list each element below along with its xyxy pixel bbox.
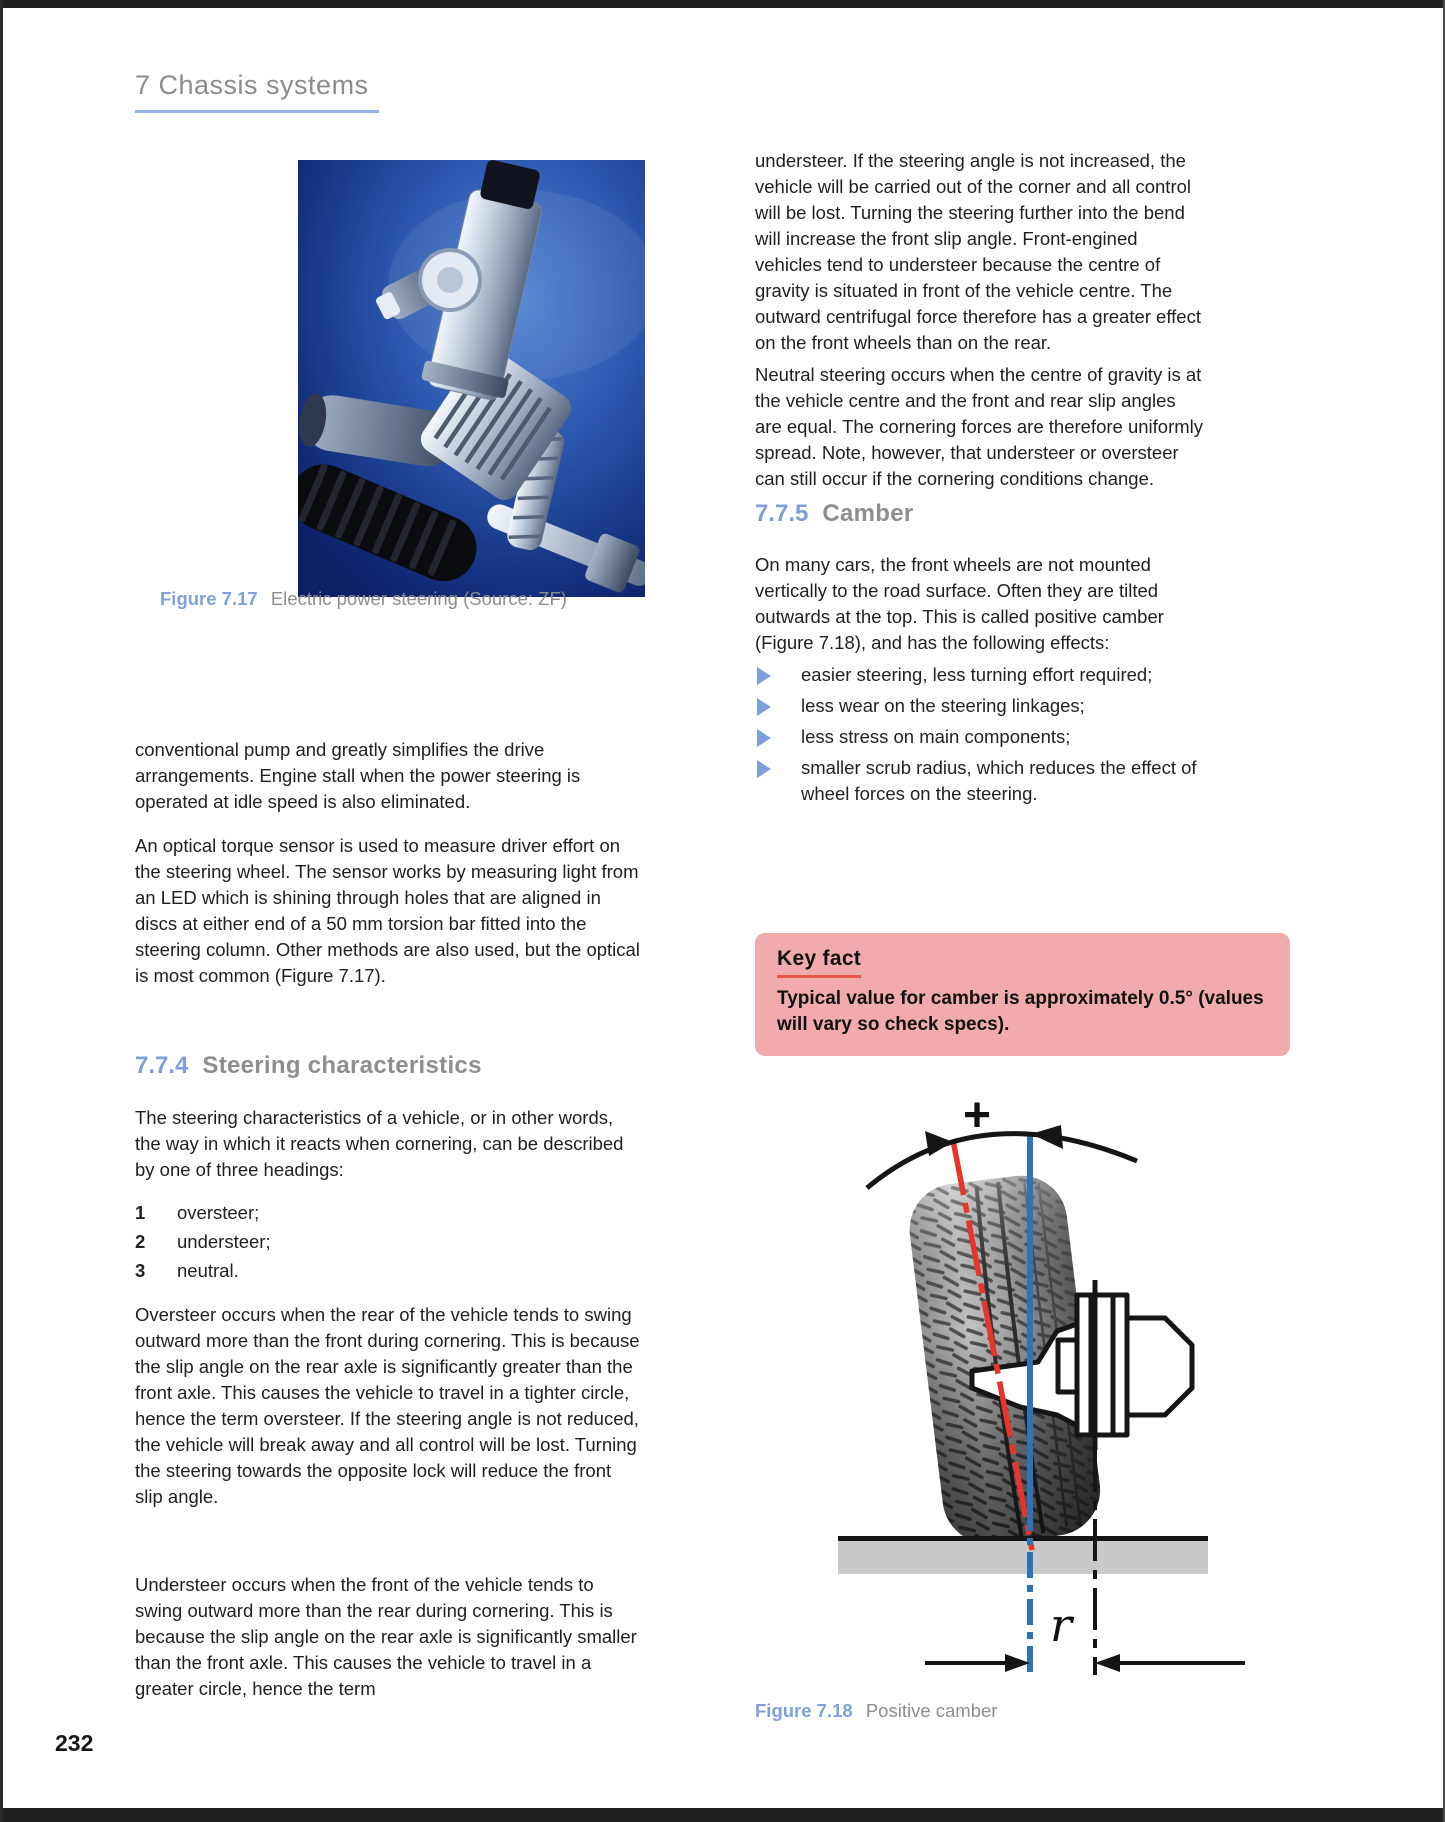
dimension-arrowhead-right xyxy=(1095,1654,1120,1672)
list-item-number: 3 xyxy=(135,1260,146,1281)
paragraph-understeer: Understeer occurs when the front of the vehicle tends to swing outward more than the rear during cornering. This is because the slip angle on the rear axle is significantly smaller than the front axle. This causes the vehicle to travel in a greater circle, hence the term xyxy=(135,1574,637,1699)
scan-edge-bottom xyxy=(0,1808,1445,1822)
positive-camber-plus-label: + xyxy=(962,1089,992,1142)
list-item xyxy=(135,1227,640,1256)
paragraph-neutral-steering: Neutral steering occurs when the centre of gravity is at the vehicle centre and the front and rear slip angles are equal. The cornering forces are therefore uniformly spread. Note, however, that understeer or oversteer can still occur if the cornering conditions change. xyxy=(755,364,1204,489)
camber-effects-list xyxy=(755,662,1205,812)
heading-7-7-4-number: 7.7.4 xyxy=(135,1052,189,1079)
figure-7-17-label: Figure 7.17 xyxy=(160,588,258,609)
figure-7-18-caption-text: Positive camber xyxy=(865,1700,998,1721)
heading-7-7-5-number: 7.7.5 xyxy=(755,500,809,527)
arc-arrowhead-left xyxy=(925,1131,953,1156)
scan-edge-left xyxy=(0,0,3,1822)
bullet-text: easier steering, less turning effort required; xyxy=(801,664,1153,685)
list-item-text: understeer; xyxy=(177,1231,271,1252)
paragraph-pump: conventional pump and greatly simplifies the drive arrangements. Engine stall when the power steering is operated at idle speed is also eliminated. xyxy=(135,739,581,812)
dimension-arrowhead-left xyxy=(1005,1654,1030,1672)
paragraph-understeer-continued: understeer. If the steering angle is not increased, the vehicle will be carried out of the corner and all control will be lost. Turning the steering further into the bend will increase the front slip angle. Front-engined vehicles tend to understeer because the centre of gravity is situated in front of the vehicle centre. The outward centrifugal force therefore has a greater effect on the front wheels than on the rear. xyxy=(755,150,1201,353)
paragraph-optical-sensor: An optical torque sensor is used to measure driver effort on the steering wheel. The sensor works by measuring light from an LED which is shining through holes that are aligned in discs at either end of a 50 mm torsion bar fitted into the steering column. Other methods are also used, but the optical is most common (Figure 7.17). xyxy=(135,835,640,986)
positive-camber-diagram xyxy=(720,1085,1290,1690)
heading-7-7-4 xyxy=(135,1052,482,1080)
bullet-triangle-icon xyxy=(757,729,785,747)
figure-7-18-caption xyxy=(755,1700,1255,1722)
figure-7-17-photo xyxy=(298,160,645,597)
bullet-text: less wear on the steering linkages; xyxy=(801,695,1085,716)
bullet-triangle-icon xyxy=(757,667,785,685)
paragraph-steering-characteristics: The steering characteristics of a vehicle, or in other words, the way in which it reacts when cornering, can be described by one of three headings: xyxy=(135,1107,624,1180)
bullet-text: smaller scrub radius, which reduces the effect of wheel forces on the steering. xyxy=(801,757,1197,804)
bullet-triangle-icon xyxy=(757,760,785,778)
paragraph-camber: On many cars, the front wheels are not mounted vertically to the road surface. Often they are tilted outwards at the top. This is called positive camber (Figure 7.18), and has the following effects: xyxy=(755,554,1164,653)
chapter-header: 7 Chassis systems xyxy=(135,70,379,113)
figure-7-17-caption-text: Electric power steering (Source: ZF) xyxy=(270,588,567,609)
key-fact-text: Typical value for camber is approximately 0.5° (values will vary so check specs). xyxy=(777,988,1264,1035)
electric-power-steering-photo xyxy=(298,160,645,597)
heading-7-7-4-title: Steering characteristics xyxy=(202,1052,482,1079)
bullet-text: less stress on main components; xyxy=(801,726,1071,747)
scan-edge-top xyxy=(0,0,1445,8)
bullet-item xyxy=(755,724,1205,750)
figure-7-18-label: Figure 7.18 xyxy=(755,1700,853,1721)
list-item xyxy=(135,1198,640,1227)
list-item-number: 2 xyxy=(135,1231,146,1252)
bullet-item xyxy=(755,693,1205,719)
key-fact-title: Key fact xyxy=(777,947,861,978)
bullet-item xyxy=(755,662,1205,688)
scrub-radius-dimension xyxy=(925,1598,1245,1672)
list-item xyxy=(135,1256,640,1285)
heading-7-7-5-title: Camber xyxy=(822,500,914,527)
figure-7-18-diagram xyxy=(720,1085,1290,1690)
list-item-text: oversteer; xyxy=(177,1202,260,1223)
list-item-number: 1 xyxy=(135,1202,146,1223)
bullet-item xyxy=(755,755,1205,807)
heading-7-7-5 xyxy=(755,500,914,528)
page-number: 232 xyxy=(55,1730,94,1756)
figure-7-17-caption xyxy=(160,588,660,610)
list-item-text: neutral. xyxy=(177,1260,239,1281)
paragraph-oversteer: Oversteer occurs when the rear of the vehicle tends to swing outward more than the front during cornering. This is because the slip angle on the rear axle is significantly greater than the front axle. This causes the vehicle to travel in a tighter circle, hence the term oversteer. If the steering angle is not reduced, the vehicle will break away and all control will be lost. Turning the steering towards the opposite lock will reduce the front slip angle. xyxy=(135,1304,640,1507)
key-fact-box xyxy=(755,933,1290,1056)
bullet-triangle-icon xyxy=(757,698,785,716)
steering-types-list xyxy=(135,1198,640,1285)
ground-surface xyxy=(838,1536,1208,1574)
scrub-radius-label: r xyxy=(1050,1598,1072,1652)
